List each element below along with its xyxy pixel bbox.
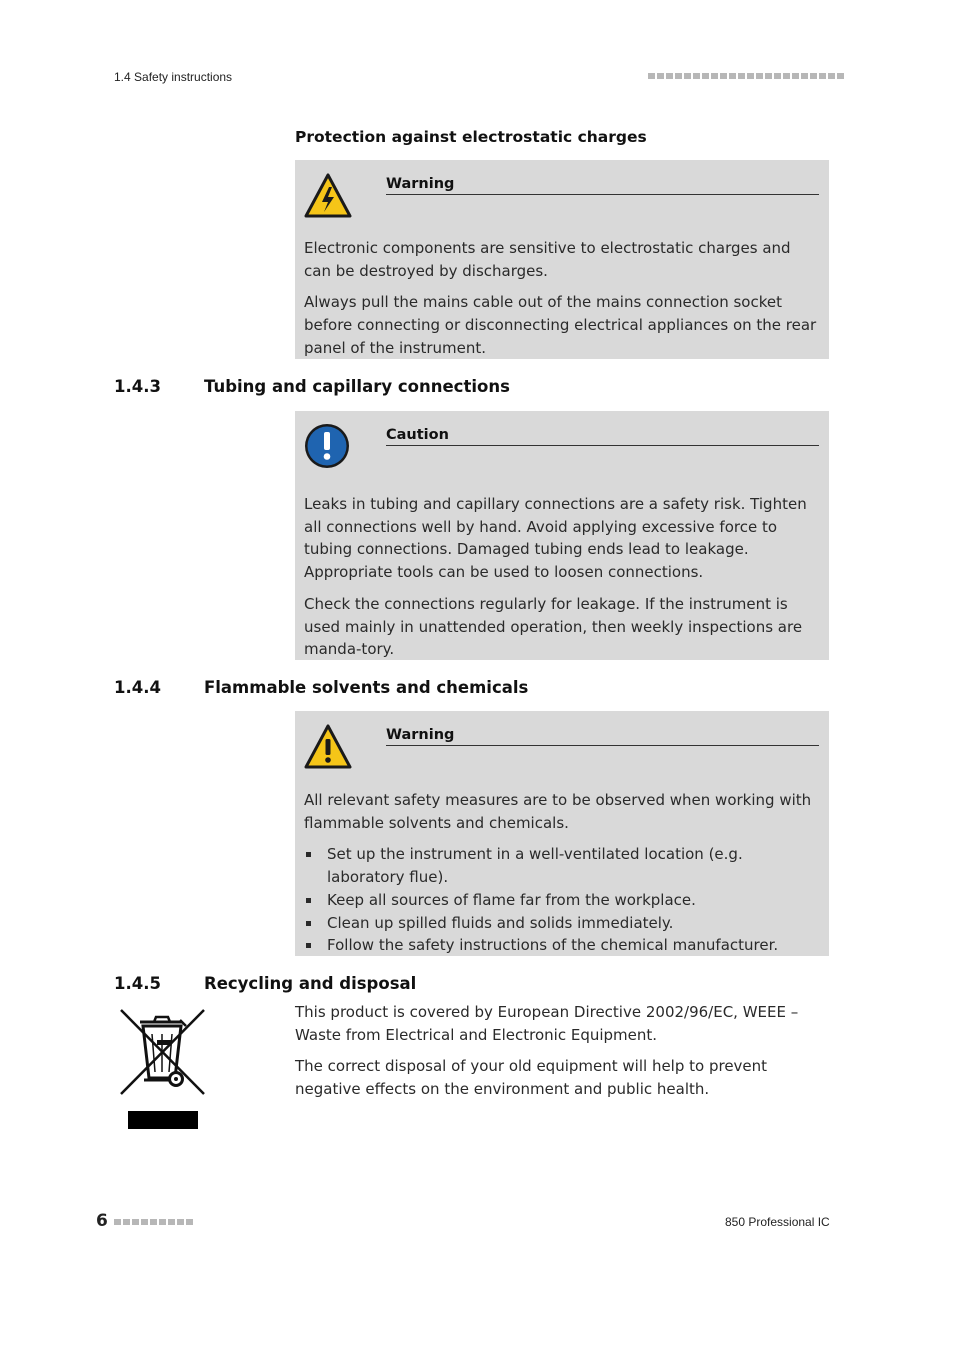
section-number: 1.4.5 [114,974,161,993]
footer-decoration [114,1219,193,1225]
running-head: 1.4 Safety instructions [114,70,233,84]
running-foot: 850 Professional IC [725,1215,830,1229]
header-decoration [648,73,844,79]
tubing-paragraph-2: Check the connections regularly for leakage. If the instrument is used mainly in unattended operation, then weekly inspections are manda-tory. [304,594,803,659]
flammable-bullet-list [304,843,819,957]
section-title: Flammable solvents and chemicals [204,678,529,697]
list-item: Keep all sources of flame far from the workplace. [304,889,819,912]
warning-triangle-icon [304,723,352,771]
flammable-intro: All relevant safety measures are to be observed when working with flammable solvents and chemicals. [304,791,812,832]
weee-crossed-bin-icon [114,1006,210,1132]
flammable-warning-box [295,711,829,956]
section-heading-flammable [114,678,528,697]
list-item: Set up the instrument in a well-ventilated location (e.g. laboratory flue). [304,843,819,888]
esd-paragraph-1: Electronic components are sensitive to electrostatic charges and can be destroyed by discharges. [304,239,791,280]
list-item: Clean up spilled fluids and solids immediately. [304,912,819,935]
section-number: 1.4.4 [114,678,161,697]
caution-exclamation-icon [304,423,352,471]
recycling-paragraph-1: This product is covered by European Directive 2002/96/EC, WEEE – Waste from Electrical and Electronic Equipment. [295,1003,799,1044]
esd-warning-label: Warning [386,176,819,195]
section-title: Tubing and capillary connections [204,377,510,396]
list-item: Follow the safety instructions of the chemical manufacturer. [304,934,819,957]
tubing-paragraph-1: Leaks in tubing and capillary connections are a safety risk. Tighten all connections well by hand. Avoid applying excessive force to tubing connections. Damaged tubing ends lead to leakage. Appropriate tools can be used to loosen connections. [304,495,807,582]
tubing-caution-box [295,411,829,660]
esd-paragraph-2: Always pull the mains cable out of the mains connection socket before connecting or disconnecting electrical appliances on the rear panel of the instrument. [304,293,817,357]
section-title: Recycling and disposal [204,974,417,993]
recycling-text [295,1001,829,1101]
section-heading-tubing [114,377,510,396]
esd-warning-box [295,160,829,359]
flammable-warning-label: Warning [386,727,819,746]
tubing-caution-label: Caution [386,427,819,446]
section-heading-recycling [114,974,416,993]
section-number: 1.4.3 [114,377,161,396]
page-number: 6 [96,1211,108,1231]
recycling-paragraph-2: The correct disposal of your old equipment will help to prevent negative effects on the environment and public health. [295,1057,768,1099]
esd-heading: Protection against electrostatic charges [295,128,647,146]
electrical-hazard-icon [304,172,352,220]
